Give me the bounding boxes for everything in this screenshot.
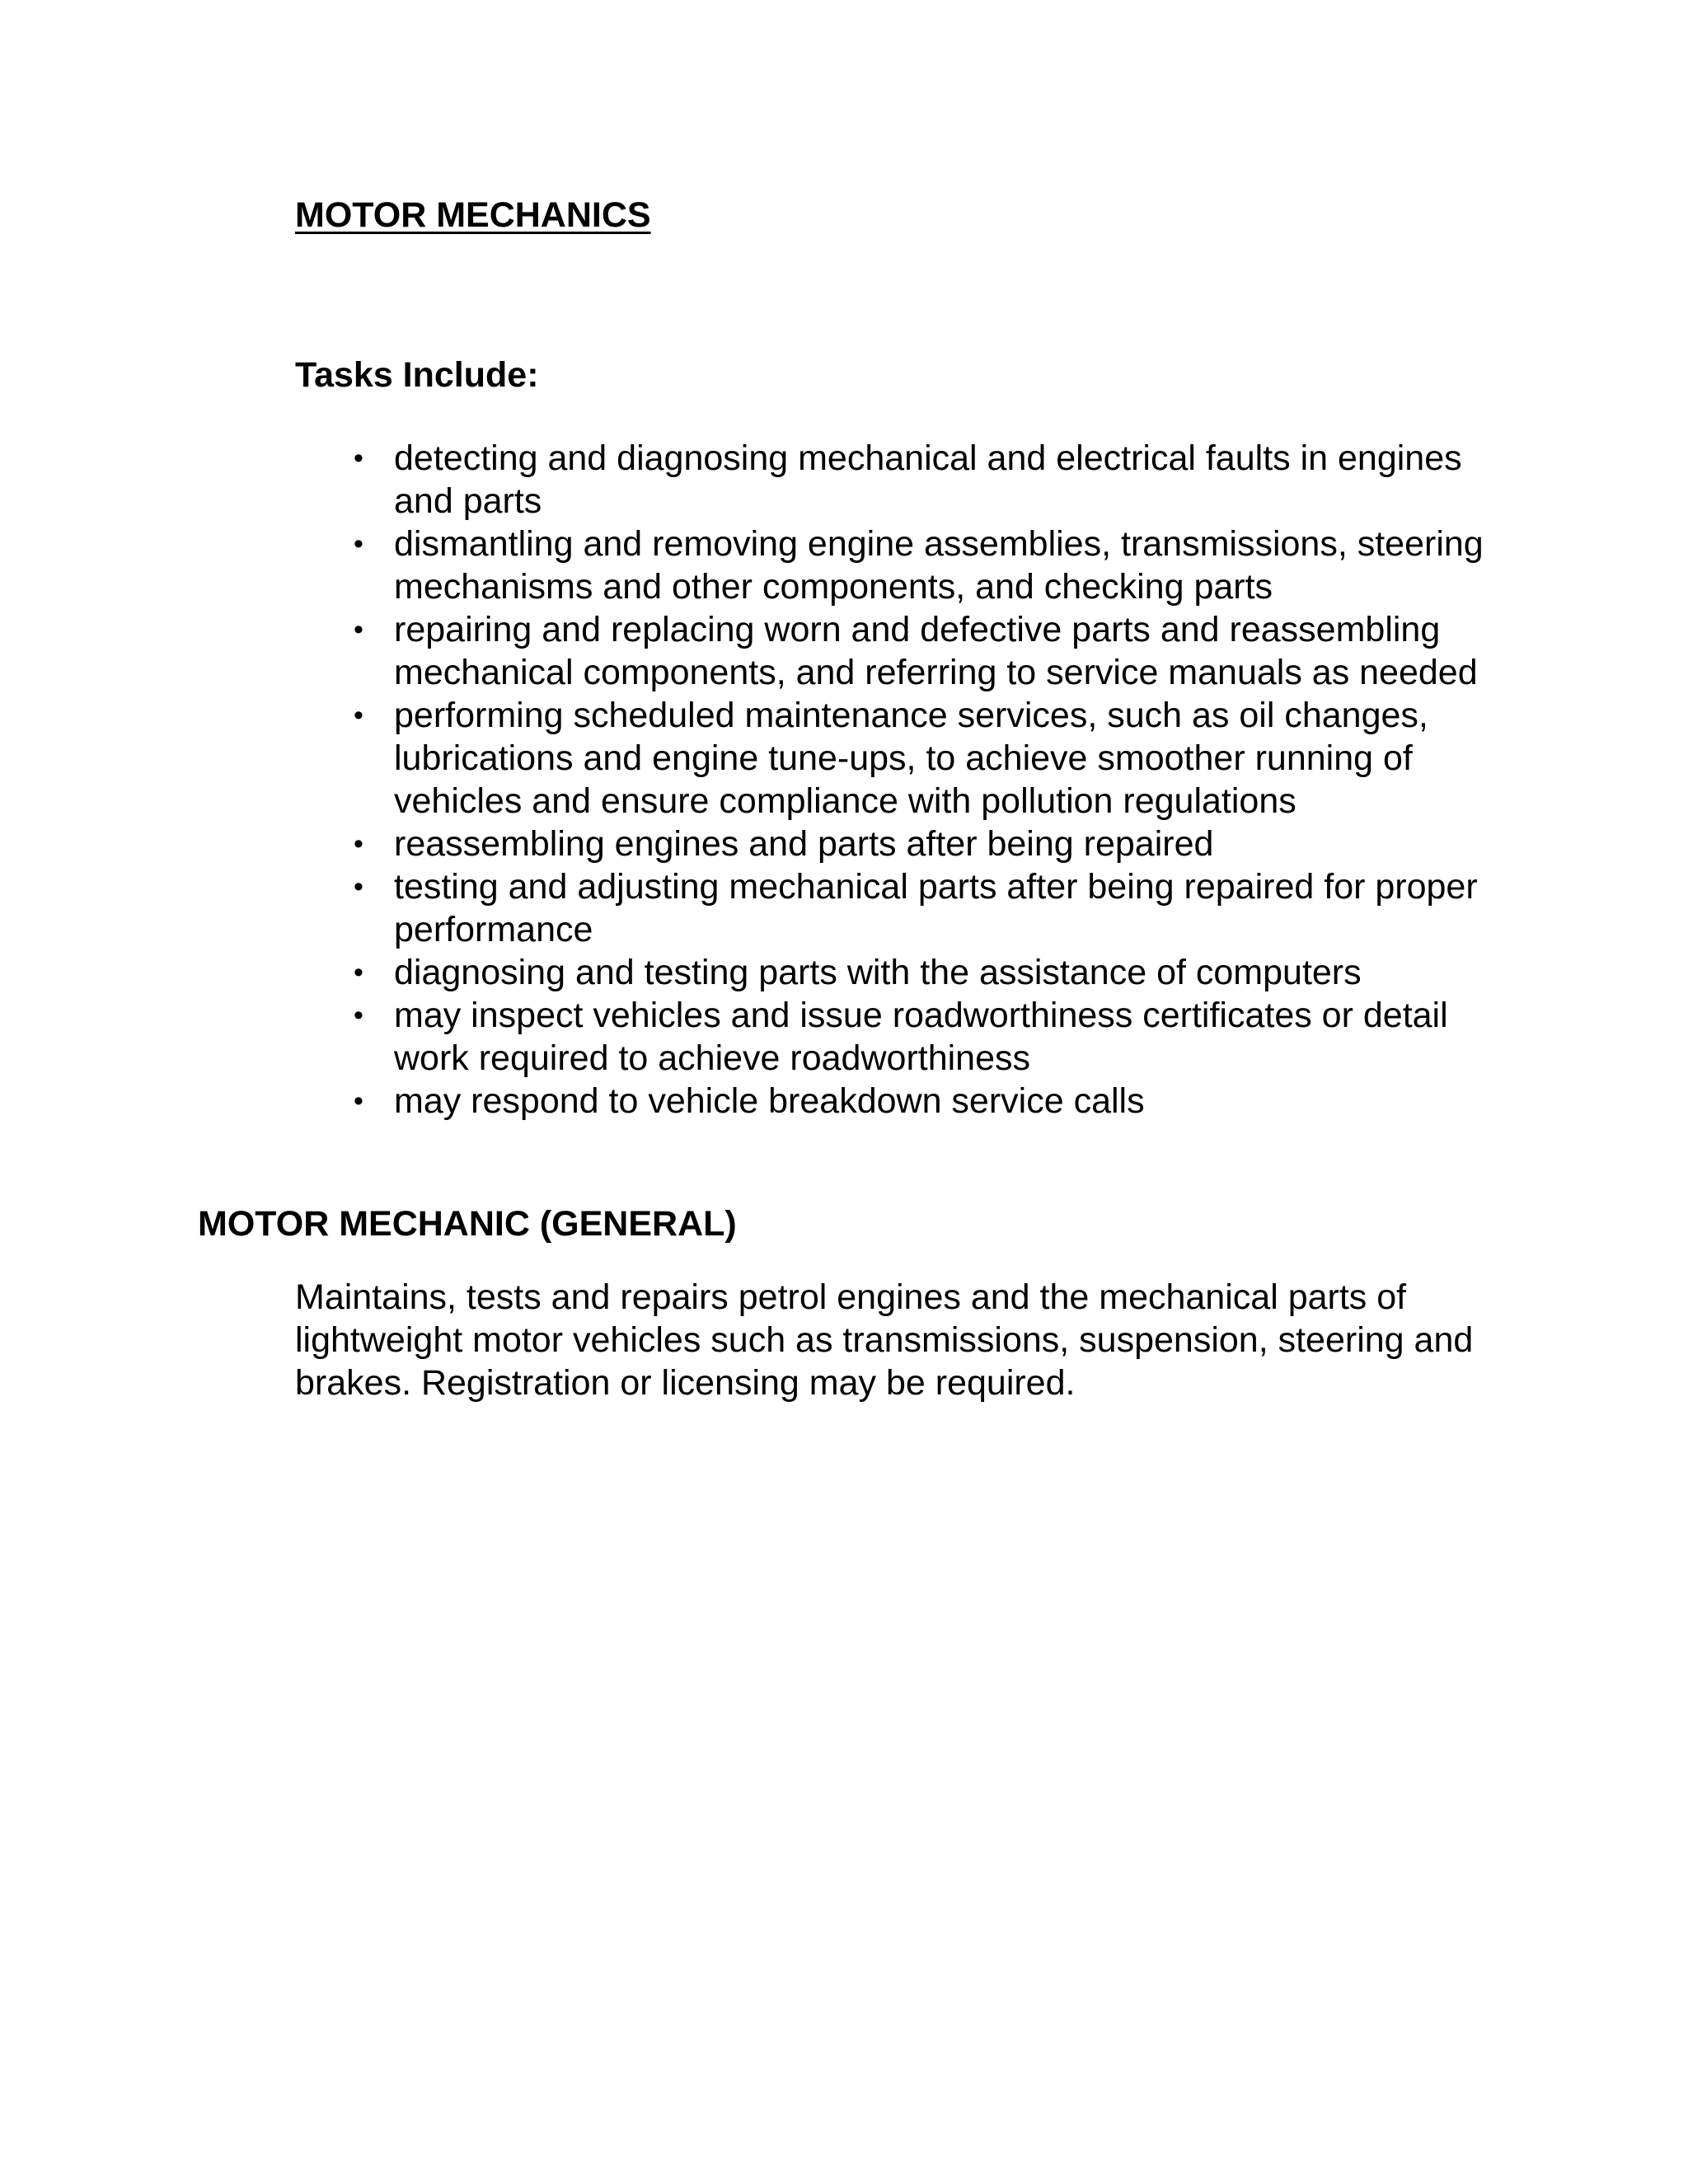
task-text: detecting and diagnosing mechanical and electrical faults in engines and parts [394,438,1462,521]
task-text: dismantling and removing engine assemblies, transmissions, steering mechanisms and other components, and checking parts [394,524,1484,607]
tasks-heading: Tasks Include: [295,355,539,395]
task-text: may respond to vehicle breakdown service calls [394,1081,1145,1121]
bullet-icon: • [354,1085,363,1117]
task-item [295,994,1498,1080]
section-heading: MOTOR MECHANIC (GENERAL) [198,1204,737,1244]
task-text: diagnosing and testing parts with the assistance of computers [394,953,1362,992]
task-item [295,823,1498,865]
task-item [295,437,1498,523]
task-item [295,865,1498,951]
task-text: testing and adjusting mechanical parts after being repaired for proper performance [394,867,1478,949]
task-text: repairing and replacing worn and defective parts and reassembling mechanical components, and referring to service manuals as needed [394,610,1478,692]
task-text: reassembling engines and parts after being repaired [394,824,1214,864]
bullet-icon: • [354,828,363,860]
bullet-icon: • [354,957,363,988]
task-text: performing scheduled maintenance services, such as oil changes, lubrications and engine tune-ups, to achieve smoother running of vehicles and ensure compliance with pollution regulations [394,696,1428,821]
bullet-icon: • [354,871,363,902]
bullet-icon: • [354,700,363,731]
page-title: MOTOR MECHANICS [295,195,651,235]
bullet-icon: • [354,614,363,645]
task-item [295,523,1498,608]
task-item [295,951,1498,994]
task-item [295,1080,1498,1122]
bullet-icon: • [354,443,363,474]
bullet-icon: • [354,528,363,560]
bullet-icon: • [354,1000,363,1031]
task-item [295,694,1498,823]
task-item [295,608,1498,694]
task-list [295,437,1498,1122]
section-body: Maintains, tests and repairs petrol engines and the mechanical parts of lightweight motor vehicles such as transmissions, suspension, steering and brakes. Registration or licensing may be required. [295,1277,1474,1403]
task-text: may inspect vehicles and issue roadworthiness certificates or detail work required to achieve roadworthiness [394,996,1448,1078]
